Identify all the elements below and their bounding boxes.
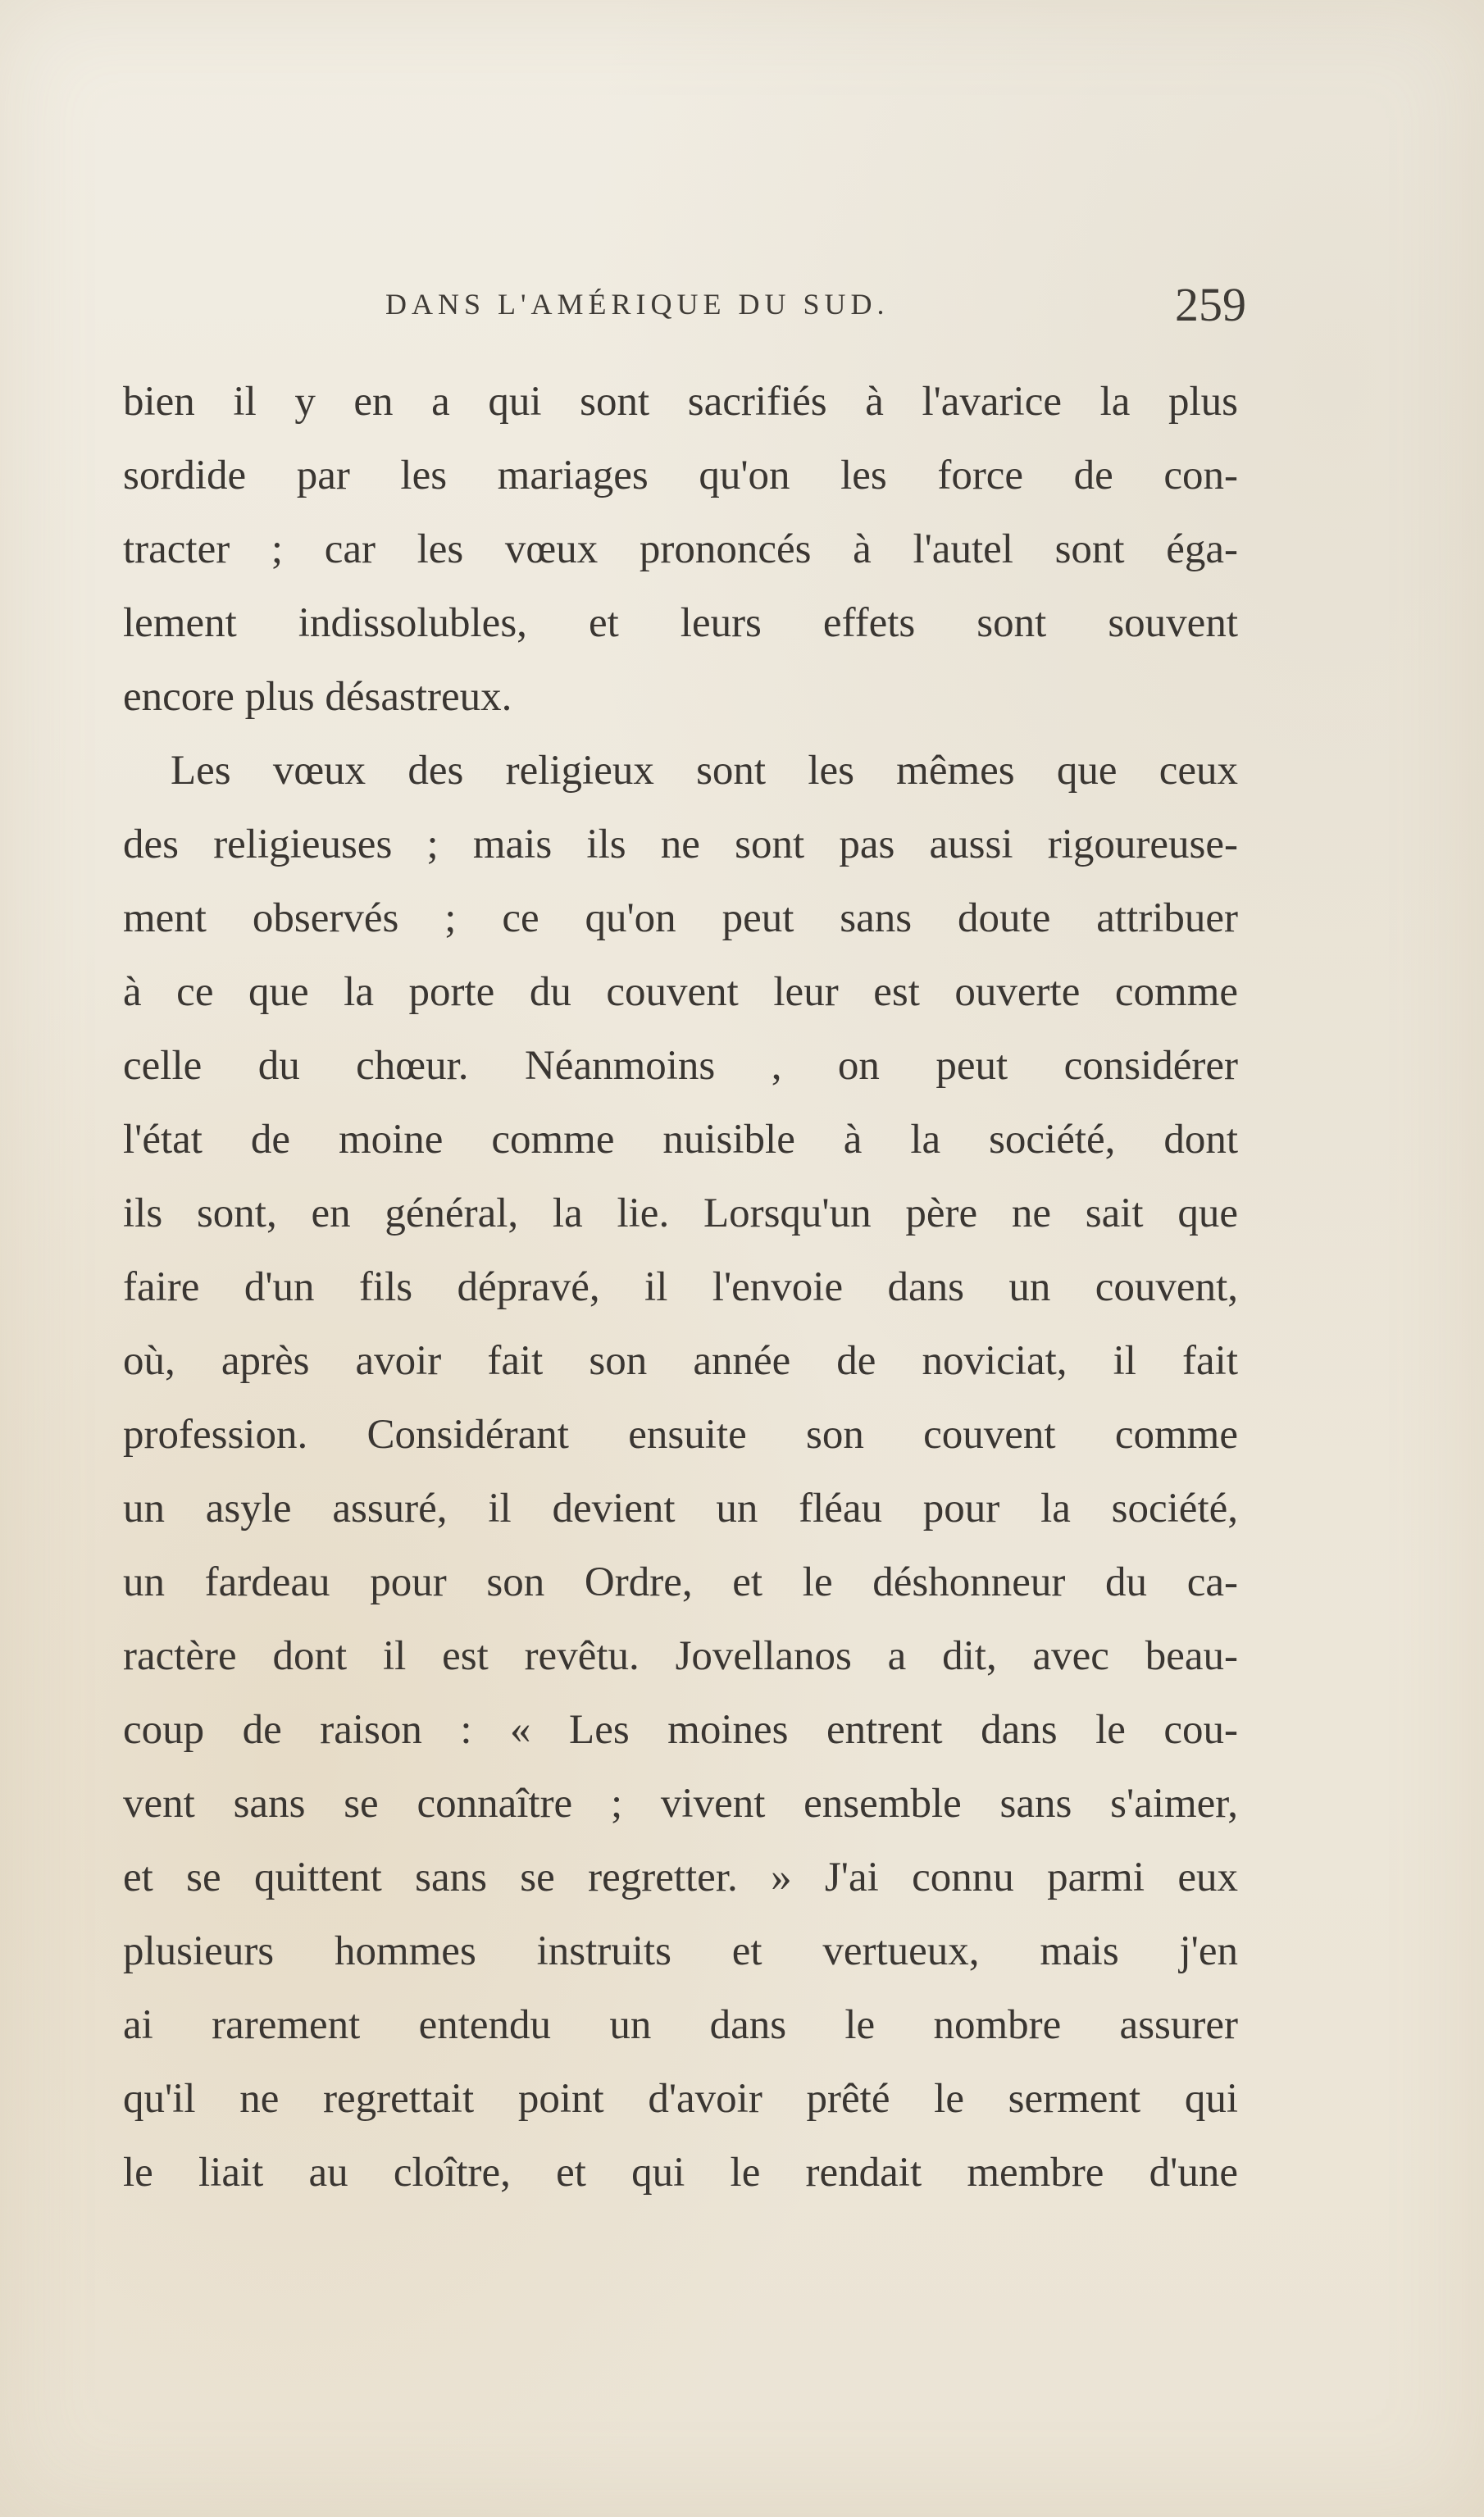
text-line: coup de raison : « Les moines entrent dans le cou- xyxy=(123,1707,1238,1753)
text-line: qu'il ne regrettait point d'avoir prêté le serment qui xyxy=(123,2076,1238,2122)
text-line: le liait au cloître, et qui le rendait membre d'une xyxy=(123,2150,1238,2196)
running-title: DANS L'AMÉRIQUE DU SUD. xyxy=(385,288,890,321)
text-line: ractère dont il est revêtu. Jovellanos a dit, avec beau- xyxy=(123,1633,1238,1679)
text-line: lement indissolubles, et leurs effets sont souvent xyxy=(123,600,1238,646)
running-head xyxy=(123,277,1246,343)
text-line: ment observés ; ce qu'on peut sans doute attribuer xyxy=(123,895,1238,941)
text-line: à ce que la porte du couvent leur est ouverte comme xyxy=(123,969,1238,1015)
text-line: bien il y en a qui sont sacrifiés à l'avarice la plus xyxy=(123,379,1238,425)
text-line: l'état de moine comme nuisible à la société, dont xyxy=(123,1117,1238,1163)
text-line: vent sans se connaître ; vivent ensemble sans s'aimer, xyxy=(123,1781,1238,1827)
text-line: un fardeau pour son Ordre, et le déshonneur du ca- xyxy=(123,1559,1238,1605)
text-line: faire d'un fils dépravé, il l'envoie dans un couvent, xyxy=(123,1264,1238,1310)
text-line: ai rarement entendu un dans le nombre assurer xyxy=(123,2002,1238,2048)
text-line: des religieuses ; mais ils ne sont pas aussi rigoureuse- xyxy=(123,822,1238,867)
text-line: ils sont, en général, la lie. Lorsqu'un père ne sait que xyxy=(123,1190,1238,1236)
text-line: sordide par les mariages qu'on les force de con- xyxy=(123,453,1238,498)
text-line: plusieurs hommes instruits et vertueux, mais j'en xyxy=(123,1928,1238,1974)
text-line: et se quittent sans se regretter. » J'ai connu parmi eux xyxy=(123,1855,1238,1900)
page-number: 259 xyxy=(1175,278,1246,331)
text-line: Les vœux des religieux sont les mêmes que ceux xyxy=(171,748,1238,794)
text-line: profession. Considérant ensuite son couvent comme xyxy=(123,1412,1238,1458)
text-line: celle du chœur. Néanmoins , on peut considérer xyxy=(123,1043,1238,1089)
text-line: où, après avoir fait son année de noviciat, il fait xyxy=(123,1338,1238,1384)
text-line: encore plus désastreux. xyxy=(123,674,512,720)
text-line: tracter ; car les vœux prononcés à l'autel sont éga- xyxy=(123,526,1238,572)
body-text xyxy=(123,365,1238,2210)
text-line: un asyle assuré, il devient un fléau pour la société, xyxy=(123,1486,1238,1532)
